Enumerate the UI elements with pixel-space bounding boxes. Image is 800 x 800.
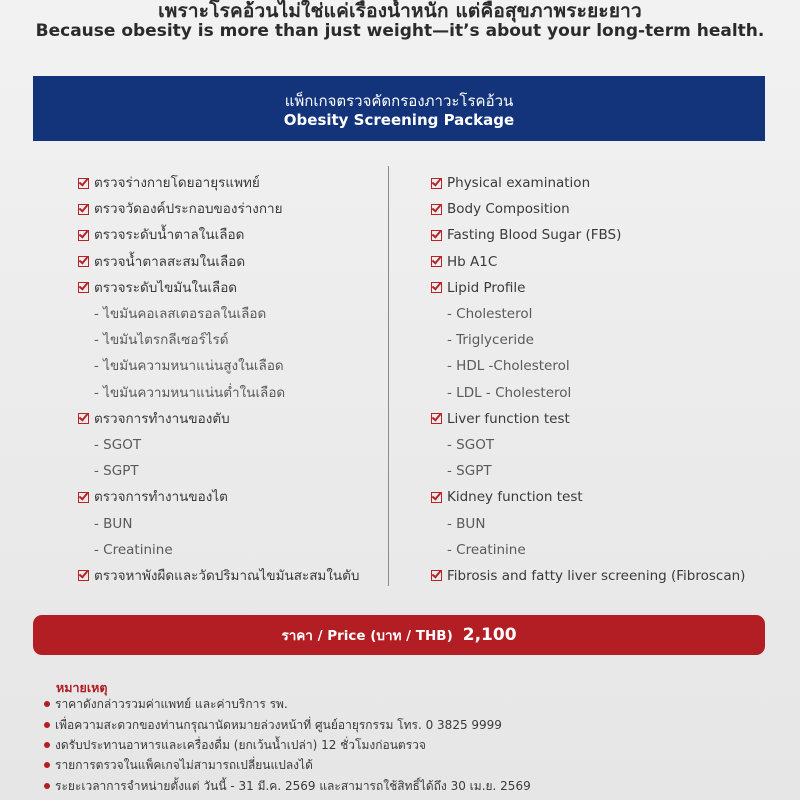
item-label: ตรวจวัดองค์ประกอบของร่างกาย xyxy=(94,201,283,218)
item-label: Lipid Profile xyxy=(447,279,526,296)
item-label: - Creatinine xyxy=(456,541,526,558)
item-label: - HDL -Cholesterol xyxy=(456,358,570,375)
checklist-item xyxy=(78,563,360,589)
item-label: - Triglyceride xyxy=(456,332,534,349)
checkbox-checked-icon xyxy=(78,282,89,293)
checkbox-checked-icon xyxy=(431,256,442,267)
item-label: - ไขมันความหนาแน่นต่ำในเลือด xyxy=(103,384,286,401)
checklist-item xyxy=(431,170,745,196)
checkbox-checked-icon xyxy=(431,570,442,581)
item-label: Fasting Blood Sugar (FBS) xyxy=(447,227,622,244)
sub-item xyxy=(78,510,360,536)
item-label: ตรวจระดับน้ำตาลในเลือด xyxy=(94,227,245,244)
english-item-list xyxy=(431,170,745,589)
bullet-dot-icon xyxy=(44,762,50,768)
item-label: ตรวจน้ำตาลสะสมในเลือด xyxy=(94,253,246,270)
item-label: Kidney function test xyxy=(447,489,583,506)
note-text: ระยะเวลาการจำหน่ายตั้งแต่ วันนี้ - 31 มี.ค. 2569 และสามารถใช้สิทธิ์ได้ถึง 30 เม.ย. 2569 xyxy=(55,778,531,793)
checklist-item xyxy=(78,196,360,222)
bullet-dot-icon xyxy=(44,701,50,707)
item-label: - BUN xyxy=(103,515,133,532)
checklist-item xyxy=(78,249,360,275)
checkbox-checked-icon xyxy=(78,492,89,503)
checkbox-checked-icon xyxy=(78,256,89,267)
notes-list xyxy=(44,694,531,796)
checkbox-checked-icon xyxy=(78,413,89,424)
item-label: - ไขมันไตรกลีเซอร์ไรด์ xyxy=(103,332,229,349)
checklist-item xyxy=(78,222,360,248)
item-label: Body Composition xyxy=(447,201,570,218)
item-label: - ไขมันคอเลสเตอรอลในเลือด xyxy=(103,306,267,323)
item-label: ตรวจหาพังผืดและวัดปริมาณไขมันสะสมในตับ xyxy=(94,567,360,584)
checklist-item xyxy=(431,406,745,432)
item-label: Hb A1C xyxy=(447,253,498,270)
checkbox-checked-icon xyxy=(78,178,89,189)
checkbox-checked-icon xyxy=(431,413,442,424)
sub-item xyxy=(431,327,745,353)
note-item xyxy=(44,755,531,775)
checkbox-checked-icon xyxy=(431,204,442,215)
item-label: ตรวจระดับไขมันในเลือด xyxy=(94,279,238,296)
bullet-dot-icon xyxy=(44,742,50,748)
checkbox-checked-icon xyxy=(431,492,442,503)
package-name-thai: แพ็กเกจตรวจคัดกรองภาวะโรคอ้วน xyxy=(284,92,514,110)
sub-item xyxy=(78,432,360,458)
checklist-item xyxy=(78,484,360,510)
sub-item xyxy=(78,327,360,353)
notes-title: หมายเหตุ xyxy=(56,680,108,695)
sub-item xyxy=(78,301,360,327)
note-text: ราคาดังกล่าวรวมค่าแพทย์ และค่าบริการ รพ. xyxy=(55,697,288,712)
checklist-item xyxy=(431,222,745,248)
note-text: รายการตรวจในแพ็คเกจไม่สามารถเปลี่ยนแปลงได้ xyxy=(55,758,313,773)
checklist-item xyxy=(78,406,360,432)
note-text: งดรับประทานอาหารและเครื่องดื่ม (ยกเว้นน้ำเปล่า) 12 ชั่วโมงก่อนตรวจ xyxy=(55,737,426,752)
item-label: - ไขมันความหนาแน่นสูงในเลือด xyxy=(103,358,284,375)
item-label: ตรวจการทำงานของไต xyxy=(94,489,228,506)
price-amount: 2,100 xyxy=(462,625,517,645)
package-banner xyxy=(33,76,765,141)
price-bar xyxy=(33,615,765,655)
item-label: ตรวจการทำงานของตับ xyxy=(94,410,230,427)
headline-english: Because obesity is more than just weight—it’s about your long-term health. xyxy=(35,21,765,41)
checklist-item xyxy=(78,275,360,301)
checklist-item xyxy=(431,249,745,275)
checklist-item xyxy=(431,196,745,222)
item-label: Physical examination xyxy=(447,175,591,192)
sub-item xyxy=(78,458,360,484)
note-item xyxy=(44,694,531,714)
sub-item xyxy=(431,458,745,484)
checklist-item xyxy=(78,170,360,196)
item-label: - SGOT xyxy=(456,436,495,453)
item-label: Fibrosis and fatty liver screening (Fibroscan) xyxy=(447,567,746,584)
headline-thai: เพราะโรคอ้วนไม่ใช่แค่เรื่องน้ำหนัก แต่คือสุขภาพระยะยาว xyxy=(158,0,642,22)
package-name-english: Obesity Screening Package xyxy=(283,111,515,129)
thai-item-list xyxy=(78,170,360,589)
item-label: - SGPT xyxy=(103,463,139,480)
item-label: - Creatinine xyxy=(103,541,173,558)
checklist-item xyxy=(431,275,745,301)
note-text: เพื่อความสะดวกของท่านกรุณานัดหมายล่วงหน้าที่ ศูนย์อายุรกรรม โทร. 0 3825 9999 xyxy=(55,717,502,732)
checkbox-checked-icon xyxy=(431,178,442,189)
checkbox-checked-icon xyxy=(431,282,442,293)
checkbox-checked-icon xyxy=(78,570,89,581)
item-label: - SGOT xyxy=(103,436,142,453)
item-label: - LDL - Cholesterol xyxy=(456,384,572,401)
note-item xyxy=(44,776,531,796)
note-item xyxy=(44,735,531,755)
item-label: - BUN xyxy=(456,515,486,532)
sub-item xyxy=(431,353,745,379)
column-divider xyxy=(388,166,389,586)
sub-item xyxy=(431,301,745,327)
item-label: ตรวจร่างกายโดยอายุรแพทย์ xyxy=(94,175,260,192)
checkbox-checked-icon xyxy=(431,230,442,241)
item-label: - Cholesterol xyxy=(456,306,533,323)
sub-item xyxy=(431,537,745,563)
item-label: Liver function test xyxy=(447,410,570,427)
sub-item xyxy=(431,432,745,458)
bullet-dot-icon xyxy=(44,783,50,789)
note-item xyxy=(44,714,531,734)
price-label: ราคา / Price (บาท / THB) xyxy=(281,628,453,644)
sub-item xyxy=(78,380,360,406)
item-label: - SGPT xyxy=(456,463,492,480)
sub-item xyxy=(431,510,745,536)
checkbox-checked-icon xyxy=(78,230,89,241)
sub-item xyxy=(78,353,360,379)
checklist-item xyxy=(431,484,745,510)
checkbox-checked-icon xyxy=(78,204,89,215)
bullet-dot-icon xyxy=(44,722,50,728)
checklist-item xyxy=(431,563,745,589)
sub-item xyxy=(431,380,745,406)
sub-item xyxy=(78,537,360,563)
